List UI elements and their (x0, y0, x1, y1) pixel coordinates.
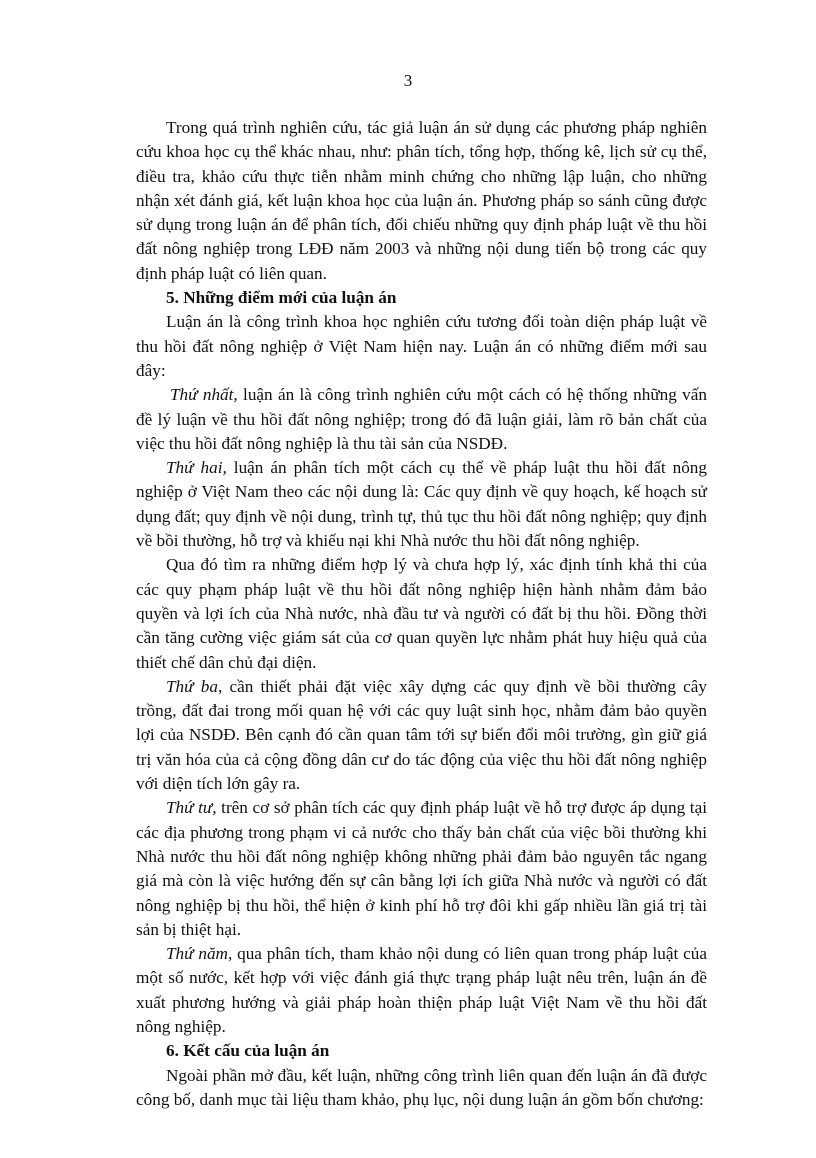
point-text: qua phân tích, tham khảo nội dung có liên quan trong pháp luật của một số nước, kết hợp với việc đánh giá thực trạng pháp luật nêu trên, luận án đề xuất phương hướng và giải pháp hoàn thiện pháp luật Việt Nam về thu hồi đất nông nghiệp. (136, 944, 707, 1036)
section-heading-new-points: 5. Những điểm mới của luận án (166, 288, 397, 308)
paragraph-structure: Ngoài phần mở đầu, kết luận, những công trình liên quan đến luận án đã được công bố, danh mục tài liệu tham khảo, phụ lục, nội dung luận án gồm bốn chương: (136, 1065, 707, 1109)
paragraph-methods: Trong quá trình nghiên cứu, tác giả luận án sử dụng các phương pháp nghiên cứu khoa học cụ thể khác nhau, như: phân tích, tổng hợp, thống kê, lịch sử cụ thể, điều tra, khảo cứu thực tiễn nhằm minh chứng cho những lập luận, cho những nhận xét đánh giá, kết luận khoa học của luận án. Phương pháp so sánh cũng được sử dụng trong luận án để phân tích, đối chiếu những quy định pháp luật về thu hồi đất nông nghiệp trong LĐĐ năm 2003 và những nội dung tiến bộ trong các quy định pháp luật có liên quan. (136, 118, 707, 283)
page-number: 3 (403, 71, 413, 90)
document-body (136, 116, 707, 1112)
paragraph-point-first (136, 383, 707, 456)
point-lead: Thứ ba (166, 676, 218, 696)
paragraph-new-points-intro: Luận án là công trình khoa học nghiên cứu tương đối toàn diện pháp luật về thu hồi đất nông nghiệp ở Việt Nam hiện nay. Luận án có những điểm mới sau đây: (136, 312, 707, 380)
point-lead: Thứ tư, (166, 798, 217, 818)
paragraph-findings: Qua đó tìm ra những điểm hợp lý và chưa hợp lý, xác định tính khả thi của các quy phạm pháp luật về thu hồi đất nông nghiệp hiện hành nhằm đảm bảo quyền và lợi ích của Nhà nước, nhà đầu tư và người có đất bị thu hồi. Đồng thời cần tăng cường việc giám sát của cơ quan quyền lực nhằm phát huy hiệu quả của thiết chế dân chủ đại diện. (136, 555, 707, 672)
paragraph-point-fourth (136, 796, 707, 942)
point-text: trên cơ sở phân tích các quy định pháp luật về hỗ trợ được áp dụng tại các địa phương trong phạm vi cả nước cho thấy bản chất của việc bồi thường khi Nhà nước thu hồi đất nông nghiệp không những phải đảm bảo nguyên tắc ngang giá mà còn là việc hướng đến sự cân bằng lợi ích giữa Nhà nước và người có đất nông nghiệp bị thu hồi, thể hiện ở kinh phí hỗ trợ đôi khi gấp nhiều lần giá trị tài sản bị thiệt hại. (136, 798, 707, 939)
paragraph-point-third (136, 675, 707, 796)
section-heading-structure: 6. Kết cấu của luận án (166, 1041, 330, 1061)
point-text: , cần thiết phải đặt việc xây dựng các quy định về bồi thường cây trồng, đất đai trong mối quan hệ với các quy luật sinh học, nhằm đảm bảo quyền lợi của NSDĐ. Bên cạnh đó cần quan tâm tới sự biến đổi môi trường, gìn giữ giá trị văn hóa của cả cộng đồng dân cư do tác động của việc thu hồi đất nông nghiệp với diện tích lớn gây ra. (136, 676, 708, 794)
paragraph-point-fifth (136, 942, 707, 1039)
point-lead: Thứ hai, (166, 458, 227, 478)
point-text: luận án phân tích một cách cụ thể về pháp luật thu hồi đất nông nghiệp ở Việt Nam theo các nội dung là: Các quy định về quy hoạch, kế hoạch sử dụng đất; quy định về nội dung, trình tự, thủ tục thu hồi đất nông nghiệp; quy định về bồi thường, hỗ trợ và khiếu nại khi Nhà nước thu hồi đất nông nghiệp. (136, 458, 707, 551)
point-text: luận án là công trình nghiên cứu một cách có hệ thống những vấn đề lý luận về thu hồi đất nông nghiệp; trong đó đã luận giải, làm rõ bản chất của việc thu hồi đất nông nghiệp là thu tài sản của NSDĐ. (136, 385, 707, 453)
paragraph-point-second (136, 456, 707, 553)
point-lead: Thứ nhất, (170, 385, 238, 405)
point-lead: Thứ năm, (166, 944, 233, 964)
